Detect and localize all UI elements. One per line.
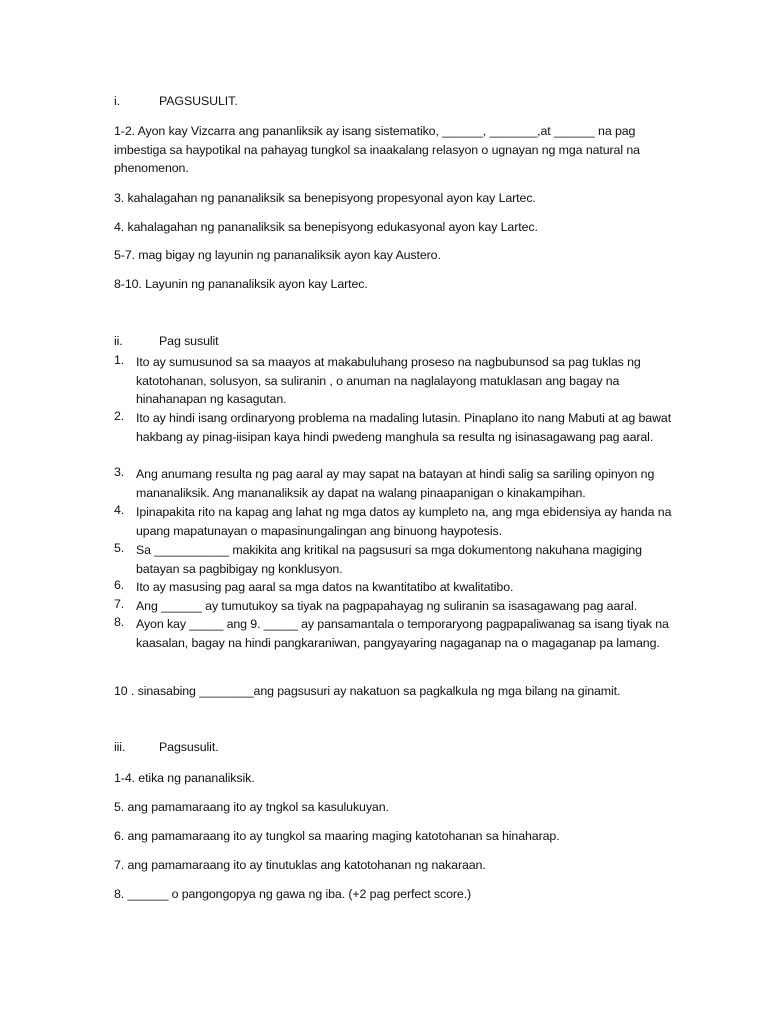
section-3-numeral: iii. [114, 740, 126, 754]
question-1-2: 1-2. Ayon kay Vizcarra ang pananliksik ay isang sistematiko, ______, _______,at ______ na pag imbestiga sa haypotikal na pahayag tungkol sa inaakalang relasyon o ugnayan ng mga natural na phenomenon. [114, 124, 640, 175]
list-item-text: Ang anumang resulta ng pag aaral ay may sapat na batayan at hindi salig sa sariling opinyon ng mananaliksik. Ang mananaliksik ay dapat na walang pinaapanigan o kinakampihan. [136, 467, 655, 500]
list-item-number: 4. [114, 503, 125, 517]
list-item-number: 7. [114, 597, 125, 611]
list-item-text: Ang ______ ay tumutukoy sa tiyak na pagpapahayag ng suliranin sa isasagawang pag aaral. [136, 599, 638, 613]
section-1-title: PAGSUSULIT. [159, 94, 238, 108]
question-iii-6: 6. ang pamamaraang ito ay tungkol sa maaring maging katotohanan sa hinaharap. [114, 829, 560, 843]
section-3-title: Pagsusulit. [159, 740, 219, 754]
question-8-10: 8-10. Layunin ng pananaliksik ayon kay Lartec. [114, 277, 368, 291]
list-item-number: 2. [114, 409, 125, 423]
list-item-number: 3. [114, 465, 125, 479]
question-iii-8: 8. ______ o pangongopya ng gawa ng iba. (+2 pag perfect score.) [114, 887, 472, 901]
list-item-text: Ito ay hindi isang ordinaryong problema na madaling lutasin. Pinaplano ito nang Mabuti at ag bawat hakbang ay pinag-iisipan kaya hindi pwedeng manghula sa resulta ng isinasagawang pag aaral. [136, 411, 672, 444]
question-iii-7: 7. ang pamamaraang ito ay tinutuklas ang katotohanan ng nakaraan. [114, 858, 486, 872]
question-3: 3. kahalagahan ng pananaliksik sa benepisyong propesyonal ayon kay Lartec. [114, 191, 536, 205]
question-iii-5: 5. ang pamamaraang ito ay tngkol sa kasulukuyan. [114, 800, 389, 814]
list-item-number: 5. [114, 541, 125, 555]
list-item-text: Ito ay masusing pag aaral sa mga datos na kwantitatibo at kwalitatibo. [136, 580, 514, 594]
section-2-title: Pag susulit [159, 334, 219, 348]
list-item-number: 8. [114, 615, 125, 629]
list-item-text: Ito ay sumusunod sa sa maayos at makabuluhang proseso na nagbubunsod sa pag tuklas ng katotohanan, solusyon, sa suliranin , o anuman na naglalayong matuklasan ang bagay na hinahanapan ng kasagutan. [136, 355, 641, 406]
question-10: 10 . sinasabing ________ang pagsusuri ay nakatuon sa pagkalkula ng mga bilang na ginamit. [114, 684, 621, 698]
question-5-7: 5-7. mag bigay ng layunin ng pananaliksik ayon kay Austero. [114, 248, 441, 262]
list-item-text: Ipinapakita rito na kapag ang lahat ng mga datos ay kumpleto na, ang mga ebidensiya ay handa na upang mapatunayan o mapasinungalingan ang binuong haypotesis. [136, 505, 672, 538]
list-item-text: Ayon kay _____ ang 9. _____ ay pansamantala o temporaryong pagpapaliwanag sa isang tiyak na kaasalan, bagay na hindi pangkaraniwan, pangyayaring nagaganap na o magaganap pa lamang. [136, 617, 669, 650]
list-item-number: 1. [114, 353, 125, 367]
question-4: 4. kahalagahan ng pananaliksik sa benepisyong edukasyonal ayon kay Lartec. [114, 220, 538, 234]
list-item-number: 6. [114, 578, 125, 592]
section-1-numeral: i. [114, 94, 120, 108]
section-2-numeral: ii. [114, 334, 123, 348]
list-item-text: Sa ___________ makikita ang kritikal na pagsusuri sa mga dokumentong nakuhana magiging batayan sa pagbibigay ng konklusyon. [136, 543, 642, 576]
question-iii-1-4: 1-4. etika ng pananaliksik. [114, 771, 255, 785]
